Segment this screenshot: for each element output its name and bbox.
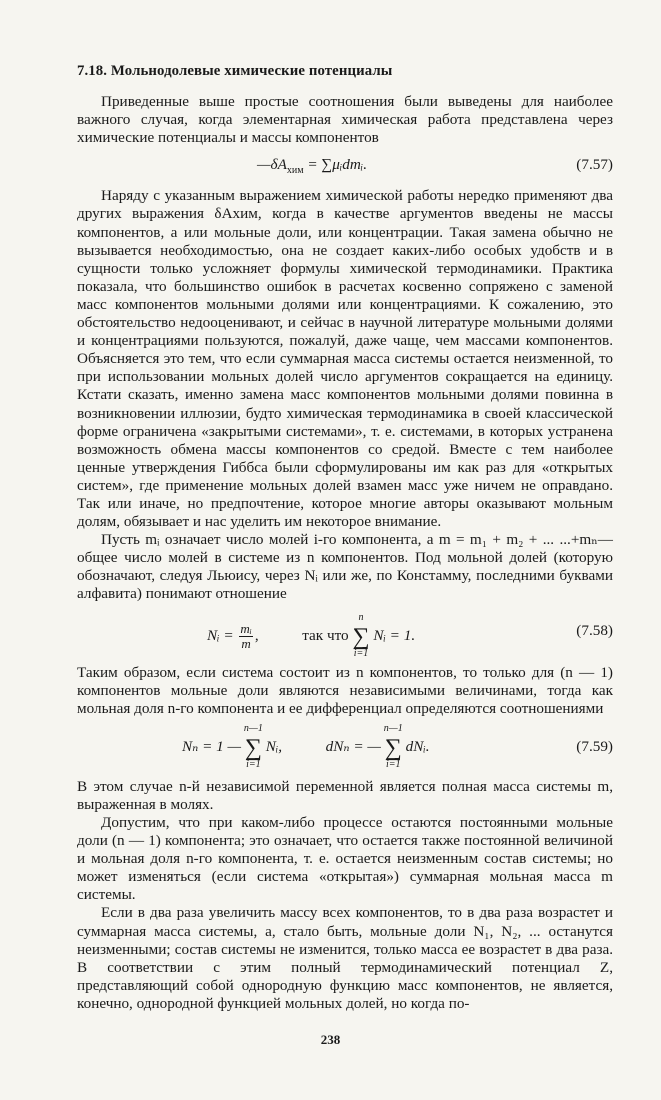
- eq759-number: (7.59): [576, 737, 613, 755]
- equation-7-59: [77, 718, 613, 772]
- paragraph-5: В этом случае n-й независимой переменной является полная масса системы m, выраженная в молях.: [77, 777, 613, 813]
- eq758-rhs: Nᵢ = 1.: [373, 626, 416, 644]
- paragraph-4: Таким образом, если система состоит из n компонентов, то только для (n — 1) компонентов мольные доли являются независимыми величинами, тогда как мольная доля n-го компонента и ее дифференциал определяются соотношениями: [77, 663, 613, 717]
- eq758-number: (7.58): [576, 621, 613, 639]
- paragraph-1: Приведенные выше простые соотношения были выведены для наиболее важного случая, когда элементарная химическая работа представлена через химические потенциалы и массы компонентов: [77, 93, 613, 147]
- eq759-part2: dNₙ = —: [325, 737, 381, 755]
- eq758-sum-top: n: [358, 611, 364, 623]
- eq759-sum2-top: n—1: [383, 722, 403, 734]
- paragraph-7: Если в два раза увеличить массу всех компонентов, то в два раза возрастет и суммарная масса системы, а, стало быть, мольные доли N₁, N₂, ... останутся неизменными; состав системы не изменится, только масса ее возрастет в два раза. В соответствии с этим полный термодинамический потенциал Z, представляющий собой однородную функцию масс компонентов, не является, конечно, однородной функцией мольных долей, но когда по-: [77, 904, 613, 1012]
- eq758-comma: ,: [254, 626, 259, 644]
- eq759-sum1: ∑ n—1 i=1: [243, 722, 263, 770]
- equation-7-58: [77, 604, 613, 658]
- equation-7-57: [77, 147, 613, 181]
- eq758-lhs: Nᵢ =: [207, 626, 234, 644]
- eq759-sum1-bot: i=1: [246, 758, 261, 770]
- page-number: 238: [320, 1032, 341, 1047]
- eq759-sum1-top: n—1: [243, 722, 263, 734]
- section-heading: 7.18. Мольнодолевые химические потенциалы: [77, 63, 393, 79]
- eq758-frac-den: m: [241, 635, 251, 651]
- eq758-fraction: [239, 622, 252, 651]
- page-body: [77, 62, 613, 1013]
- paragraph-6: Допустим, что при каком-либо процессе остаются постоянными мольные доли (n — 1) компонента; это означает, что остается также постоянной величиной и мольная доля n-го компонента, т. е. остается неизменным состав системы; но может изменяться (если система «открытая») суммарная мольная масса m системы.: [77, 814, 613, 904]
- eq758-sum: ∑ n i=1: [352, 611, 370, 659]
- eq759-part2-end: dNᵢ.: [405, 737, 430, 755]
- eq759-part1: Nₙ = 1 —: [182, 737, 242, 755]
- eq759-sum2-bot: i=1: [385, 758, 401, 770]
- eq758-sum-bot: i=1: [353, 647, 369, 659]
- paragraph-2: Наряду с указанным выражением химической работы нередко применяют два других выражения δAхим, когда в качестве аргументов введены не массы компонентов, а или мольные доли, или концентрации. Такая замена обычно не вызывается необходимостью, она не создает каких-либо особых удобств и в сущности только усложняет формулы химической термодинамики. Практика показала, что большинство ошибок в расчетах косвенно сопряжено с заменой масс компонентов мольными долями или концентрациями. К сожалению, это обстоятельство недооценивают, и сейчас в научной литературе мольными долями и концентрациями пользуются, пожалуй, даже чаще, чем массами компонентов. Объясняется это тем, что если суммарная масса системы остается неизменной, то при использовании мольных долей число аргументов сокращается на единицу. Кстати сказать, именно замена масс компонентов мольными долями повинна в возникновении иллюзии, будто химическая термодинамика в своей классической форме ограничена «закрытыми системами», т. е. системами, в которых устранена возможность обмена массы компонентов со средой. Вместе с тем наиболее ценные утверждения Гиббса были сформулированы им как раз для «открытых систем», где применение мольных долей взамен масс уже ничем не оправдано. Так или иначе, но предпочтение, которое многие авторы оказывают мольным долям, обязывает и нас уделить им некоторое внимание.: [77, 187, 613, 531]
- eq757-rhs: = ∑μᵢdmᵢ.: [307, 156, 367, 174]
- eq757-lhs-sub: хим: [286, 165, 304, 177]
- eq758-text: так что: [302, 626, 349, 644]
- eq758-frac-num: mᵢ: [240, 620, 252, 636]
- eq759-sum2: ∑ n—1 i=1: [383, 722, 403, 770]
- eq757-lhs: —δA: [257, 156, 287, 174]
- paragraph-3: Пусть mᵢ означает число молей i-го компонента, а m = m₁ + m₂ + ... ...+mₙ— общее число молей в системе из n компонентов. Под мольной долей (которую обозначают, следуя Льюису, через Nᵢ или же, по Констамму, последними буквами алфавита) понимают отношение: [77, 531, 613, 603]
- eq757-number: (7.57): [576, 156, 613, 174]
- eq759-part1-end: Nᵢ,: [265, 737, 283, 755]
